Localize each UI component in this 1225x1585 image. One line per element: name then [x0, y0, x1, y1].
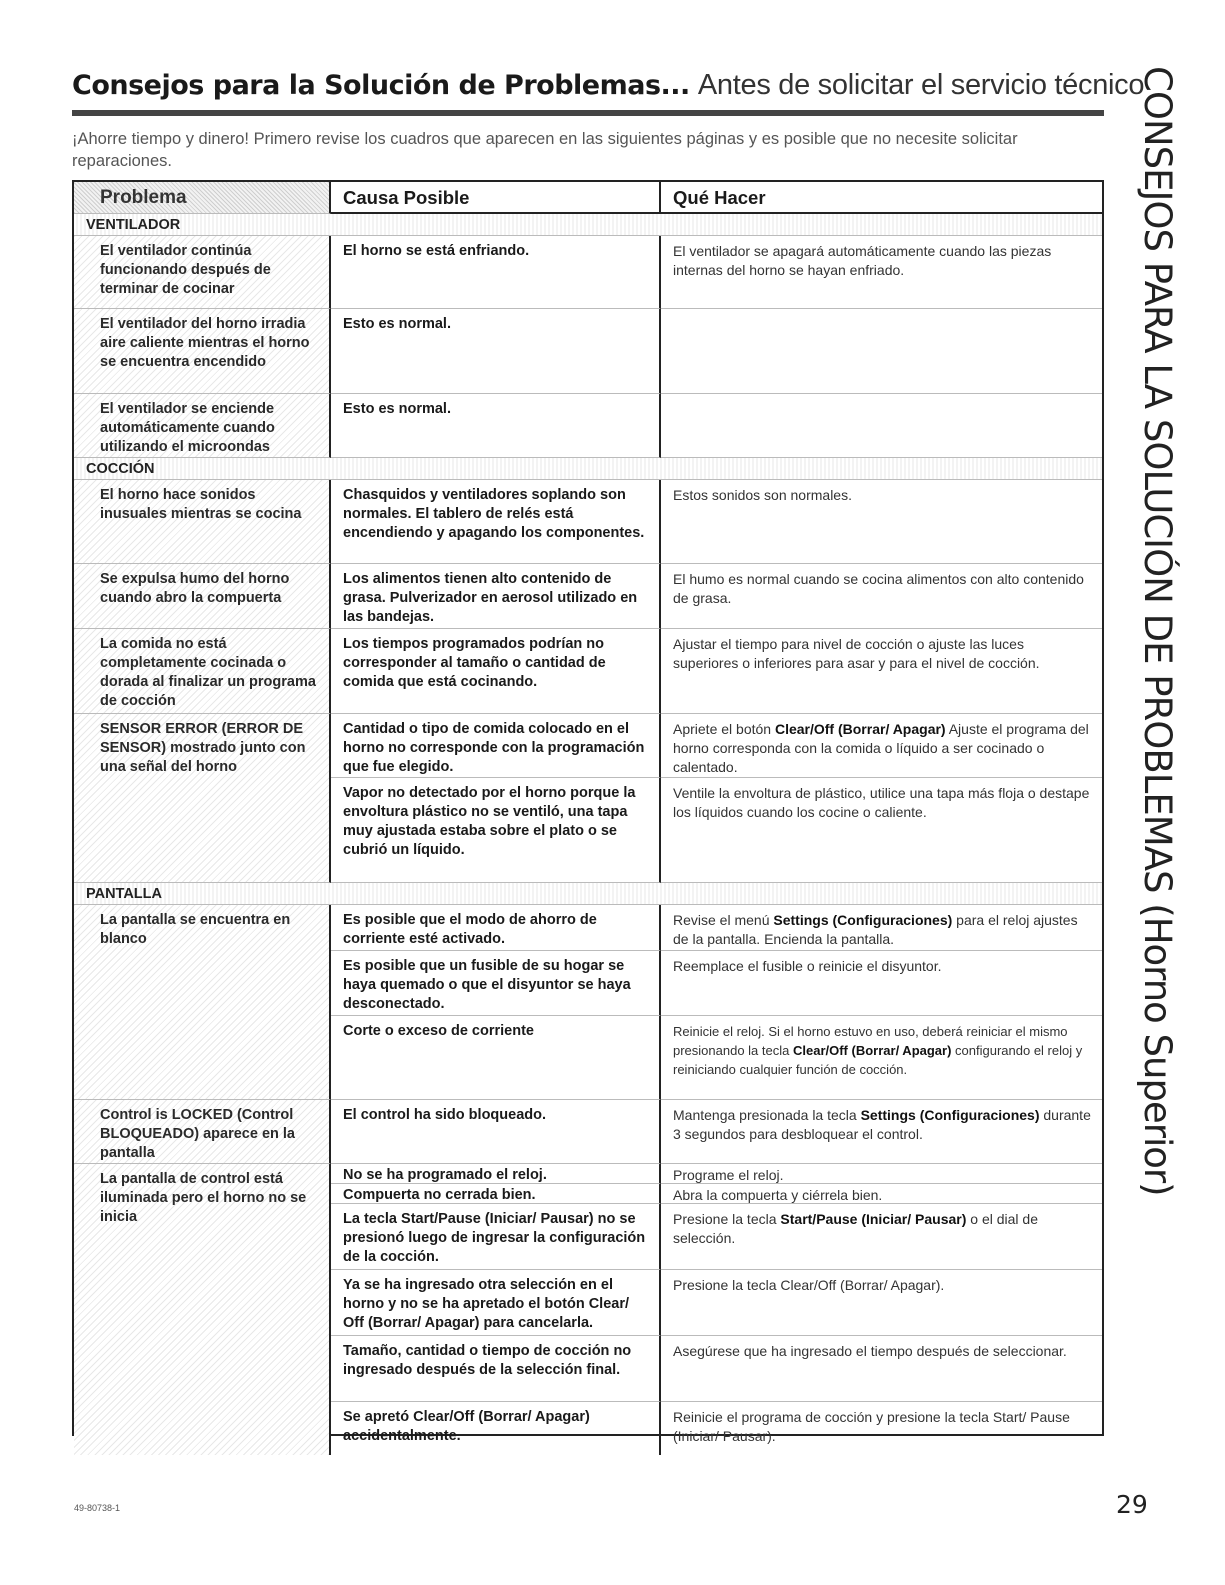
fix-cell: Reinicie el programa de cocción y presione la tecla Start/ Pause (Iniciar/ Pausar).	[673, 1409, 1070, 1444]
fix-text: Apriete el botón	[673, 721, 775, 737]
fix-text: Revise el menú	[673, 912, 774, 928]
fix-text: configurando el reloj y reiniciando cualquier función de cocción.	[673, 1043, 1083, 1077]
fix-cell	[661, 1100, 1102, 1164]
problem-cell: SENSOR ERROR (ERROR DE SENSOR) mostrado junto con una señal del horno	[74, 714, 331, 883]
cause-cell: Corte o exceso de corriente	[331, 1016, 661, 1100]
cause-cell: Los tiempos programados podrían no corresponder al tamaño o cantidad de comida que está cocinando.	[331, 629, 661, 714]
cause-cell: El control ha sido bloqueado.	[331, 1100, 661, 1164]
fix-cell: El humo es normal cuando se cocina alimentos con alto contenido de grasa.	[661, 564, 1102, 629]
cause-cell: La tecla Start/Pause (Iniciar/ Pausar) no se presionó luego de ingresar la configuración de la cocción.	[331, 1204, 661, 1270]
fix-cell	[661, 714, 1102, 778]
cause-cell: Vapor no detectado por el horno porque la envoltura plástico no se ventiló, una tapa muy ajustada estaba sobre el plato o se cubrió un líquido.	[331, 778, 661, 883]
cause-cell: Tamaño, cantidad o tiempo de cocción no ingresado después de la selección final.	[331, 1336, 661, 1402]
fix-text: Presione la tecla	[673, 1211, 781, 1227]
cause-cell: Los alimentos tienen alto contenido de grasa. Pulverizador en aerosol utilizado en las bandejas.	[331, 564, 661, 629]
fix-cell	[661, 394, 1102, 458]
problem-cell: El ventilador continúa funcionando después de terminar de cocinar	[74, 236, 331, 309]
document-code: 49-80738-1	[74, 1503, 121, 1513]
side-title: CONSEJOS PARA LA SOLUCIÓN DE PROBLEMAS (Horno Superior)	[1136, 66, 1179, 1196]
fix-text: durante 3 segundos para desbloquear el control.	[673, 1107, 1091, 1142]
fix-cell	[661, 905, 1102, 951]
title-subtitle: Antes de solicitar el servicio técnico	[697, 69, 1145, 101]
cause-cell: Es posible que un fusible de su hogar se haya quemado o que el disyuntor se haya desconectado.	[331, 951, 661, 1016]
header-fix: Qué Hacer	[661, 182, 1102, 214]
cause-cell: Cantidad o tipo de comida colocado en el horno no corresponde con la programación que fue elegido.	[331, 714, 661, 778]
cause-cell: El horno se está enfriando.	[331, 236, 661, 309]
fix-key: Settings (Configuraciones)	[860, 1107, 1040, 1123]
section-pantalla: PANTALLA	[74, 883, 1102, 905]
cause-cell: Ya se ha ingresado otra selección en el horno y no se ha apretado el botón Clear/ Off (Borrar/ Apagar) para cancelarla.	[331, 1270, 661, 1336]
problem-cell: La pantalla se encuentra en blanco	[74, 905, 331, 1100]
fix-cell: Presione la tecla Clear/Off (Borrar/ Apagar).	[661, 1270, 1102, 1336]
header-cause: Causa Posible	[331, 182, 661, 214]
problem-cell: La pantalla de control está iluminada pero el horno no se inicia	[74, 1164, 331, 1455]
fix-cell	[661, 1204, 1102, 1270]
cause-cell: Es posible que el modo de ahorro de corriente esté activado.	[331, 905, 661, 951]
fix-key: Start/Pause (Iniciar/ Pausar)	[780, 1211, 967, 1227]
fix-cell: El ventilador se apagará automáticamente cuando las piezas internas del horno se hayan enfriado.	[661, 236, 1102, 309]
problem-cell: El horno hace sonidos inusuales mientras se cocina	[74, 480, 331, 564]
fix-key: Clear/Off (Borrar/ Apagar)	[774, 721, 946, 737]
fix-text: Ajuste el programa del horno corresponda con la comida o líquido a ser cocinado o calentado.	[673, 721, 1089, 775]
cause-cell: Esto es normal.	[331, 394, 661, 458]
troubleshooting-table	[72, 180, 1104, 1444]
cause-cell: Se apretó Clear/Off (Borrar/ Apagar) accidentalmente.	[331, 1402, 661, 1455]
page-title	[72, 66, 1145, 105]
fix-text: Reinicie el reloj. Si el horno estuvo en uso, deberá reiniciar el mismo presionando la tecla	[673, 1024, 1068, 1058]
section-ventilador: VENTILADOR	[74, 214, 1102, 236]
fix-cell	[661, 309, 1102, 394]
cause-cell: Esto es normal.	[331, 309, 661, 394]
fix-cell	[661, 1016, 1102, 1100]
fix-key: Clear/Off (Borrar/ Apagar)	[792, 1043, 952, 1058]
problem-cell: La comida no está completamente cocinada o dorada al finalizar un programa de cocción	[74, 629, 331, 714]
cause-cell: No se ha programado el reloj.	[331, 1164, 661, 1184]
header-problem: Problema	[74, 182, 331, 214]
cause-cell: Chasquidos y ventiladores soplando son normales. El tablero de relés está encendiendo y apagando los componentes.	[331, 480, 661, 564]
fix-cell: Programe el reloj.	[661, 1164, 1102, 1184]
problem-cell: Control is LOCKED (Control BLOQUEADO) aparece en la pantalla	[74, 1100, 331, 1164]
fix-text: Mantenga presionada la tecla	[673, 1107, 861, 1123]
fix-cell: Abra la compuerta y ciérrela bien.	[661, 1184, 1102, 1204]
fix-cell: Ajustar el tiempo para nivel de cocción o ajuste las luces superiores o inferiores para asar y para el nivel de cocción.	[661, 629, 1102, 714]
fix-text: o el dial de selección.	[673, 1211, 1038, 1246]
title-main: Consejos para la Solución de Problemas...	[72, 70, 690, 101]
cause-cell: Compuerta no cerrada bien.	[331, 1184, 661, 1204]
title-rule	[72, 110, 1104, 116]
page-number: 29	[1116, 1490, 1148, 1519]
fix-key: Settings (Configuraciones)	[773, 912, 953, 928]
fix-cell: Asegúrese que ha ingresado el tiempo después de seleccionar.	[661, 1336, 1102, 1402]
fix-cell: Estos sonidos son normales.	[661, 480, 1102, 564]
problem-cell: Se expulsa humo del horno cuando abro la compuerta	[74, 564, 331, 629]
fix-cell: Reemplace el fusible o reinicie el disyuntor.	[661, 951, 1102, 1016]
problem-cell: El ventilador del horno irradia aire caliente mientras el horno se encuentra encendido	[74, 309, 331, 394]
fix-cell: Ventile la envoltura de plástico, utilice una tapa más floja o destape los líquidos cuando los cocine o caliente.	[661, 778, 1102, 883]
fix-text: para el reloj ajustes de la pantalla. Encienda la pantalla.	[673, 912, 1078, 947]
intro-text: ¡Ahorre tiempo y dinero! Primero revise los cuadros que aparecen en las siguientes páginas y es posible que no necesite solicitar reparaciones.	[72, 130, 1018, 170]
problem-cell: El ventilador se enciende automáticamente cuando utilizando el microondas	[74, 394, 331, 458]
section-coccion: COCCIÓN	[74, 458, 1102, 480]
